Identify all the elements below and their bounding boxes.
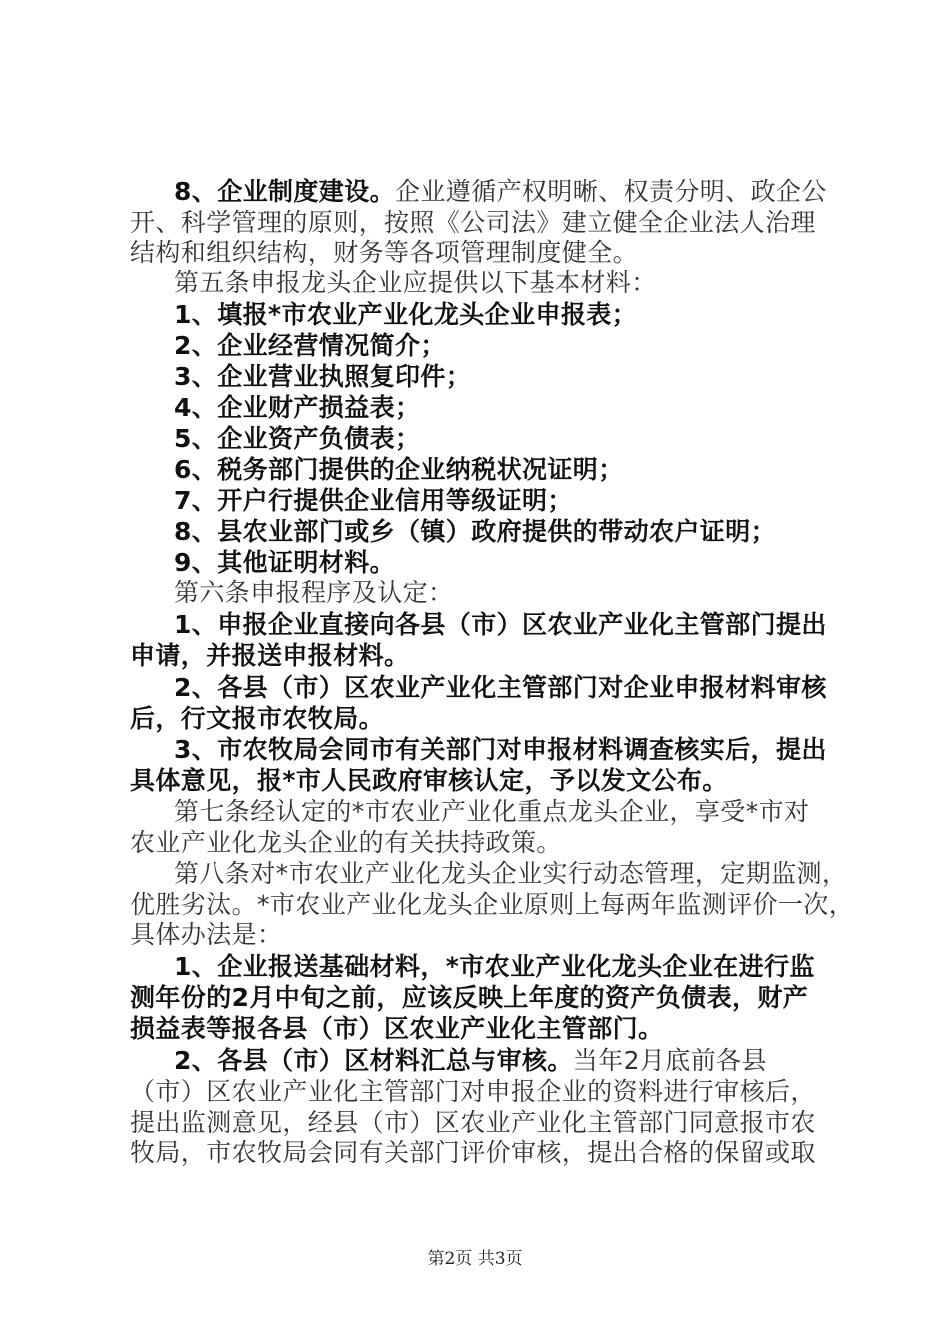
regular-text: 优胜劣汰。*市农业产业化龙头企业原则上每两年监测评价一次， <box>130 890 855 919</box>
bold-text: 7、开户行提供企业信用等级证明； <box>174 486 573 515</box>
regular-text: 开、科学管理的原则，按照《公司法》建立健全企业法人治理 <box>130 208 816 237</box>
bold-text: 1、企业报送基础材料，*市农业产业化龙头企业在进行监 <box>174 952 815 981</box>
text-line <box>174 517 950 547</box>
text-line <box>174 393 950 423</box>
text-line <box>130 920 950 950</box>
bold-text: 测年份的2月中旬之前，应该反映上年度的资产负债表，财产 <box>130 983 809 1012</box>
text-line <box>174 424 950 454</box>
bold-text: 1、填报*市农业产业化龙头企业申报表； <box>174 300 638 329</box>
regular-text: 企业遵循产权明晰、权责分明、政企公 <box>395 177 827 206</box>
text-line <box>174 486 950 516</box>
text-line <box>130 983 950 1013</box>
text-line <box>174 331 950 361</box>
text-line <box>174 735 950 765</box>
regular-text: 牧局，市农牧局会同有关部门评价审核，提出合格的保留或取 <box>130 1138 816 1167</box>
bold-text: 9、其他证明材料。 <box>174 548 395 577</box>
bold-text: 后，行文报市农牧局。 <box>130 704 385 733</box>
text-line <box>174 268 950 298</box>
regular-text: （市）区农业产业化主管部门对申报企业的资料进行审核后， <box>130 1077 816 1106</box>
text-line <box>174 362 950 392</box>
regular-text: 结构和组织结构，财务等各项管理制度健全。 <box>130 238 639 267</box>
bold-text: 2、各县（市）区农业产业化主管部门对企业申报材料审核 <box>174 673 827 702</box>
bold-text: 5、企业资产负债表； <box>174 424 421 453</box>
text-line <box>130 641 950 671</box>
regular-text: 第八条对*市农业产业化龙头企业实行动态管理，定期监测， <box>174 859 848 888</box>
bold-text: 6、税务部门提供的企业纳税状况证明； <box>174 455 624 484</box>
bold-text: 8、县农业部门或乡（镇）政府提供的带动农户证明； <box>174 517 776 546</box>
text-line <box>174 455 950 485</box>
bold-text: 8、企业制度建设。 <box>174 177 395 206</box>
text-line <box>174 548 950 578</box>
page-footer: 第2页 共3页 <box>427 1249 523 1269</box>
regular-text: 第七条经认定的*市农业产业化重点龙头企业，享受*市对 <box>174 797 810 826</box>
regular-text: 第五条申报龙头企业应提供以下基本材料： <box>174 268 657 297</box>
text-line <box>130 1077 950 1107</box>
text-line <box>174 578 950 608</box>
text-line <box>130 890 950 920</box>
bold-text: 损益表等报各县（市）区农业产业化主管部门。 <box>130 1014 664 1043</box>
bold-text: 4、企业财产损益表； <box>174 393 421 422</box>
regular-text: 具体办法是： <box>130 920 283 949</box>
text-line <box>130 238 950 268</box>
text-line <box>174 859 950 889</box>
bold-text: 1、申报企业直接向各县（市）区农业产业化主管部门提出 <box>174 610 827 639</box>
text-line <box>174 952 950 982</box>
bold-text: 3、企业营业执照复印件； <box>174 362 472 391</box>
text-line <box>174 300 950 330</box>
regular-text: 农业产业化龙头企业的有关扶持政策。 <box>130 828 562 857</box>
regular-text: 第六条申报程序及认定： <box>174 578 454 607</box>
regular-text: 提出监测意见，经县（市）区农业产业化主管部门同意报市农 <box>130 1108 816 1137</box>
bold-text: 3、市农牧局会同市有关部门对申报材料调查核实后，提出 <box>174 735 827 764</box>
text-line <box>174 610 950 640</box>
text-line <box>174 673 950 703</box>
text-line <box>130 704 950 734</box>
bold-text: 2、各县（市）区材料汇总与审核。 <box>174 1046 573 1075</box>
text-line <box>130 1014 950 1044</box>
text-line <box>174 797 950 827</box>
bold-text: 具体意见，报*市人民政府审核认定，予以发文公布。 <box>130 766 728 795</box>
bold-text: 申请，并报送申报材料。 <box>130 641 410 670</box>
text-line <box>130 766 950 796</box>
text-line <box>130 208 950 238</box>
text-line <box>130 1108 950 1138</box>
text-line <box>130 1138 950 1168</box>
regular-text: 当年2月底前各县 <box>572 1046 767 1075</box>
text-line <box>174 177 950 207</box>
text-line <box>130 828 950 858</box>
text-line <box>174 1046 950 1076</box>
bold-text: 2、企业经营情况简介； <box>174 331 446 360</box>
